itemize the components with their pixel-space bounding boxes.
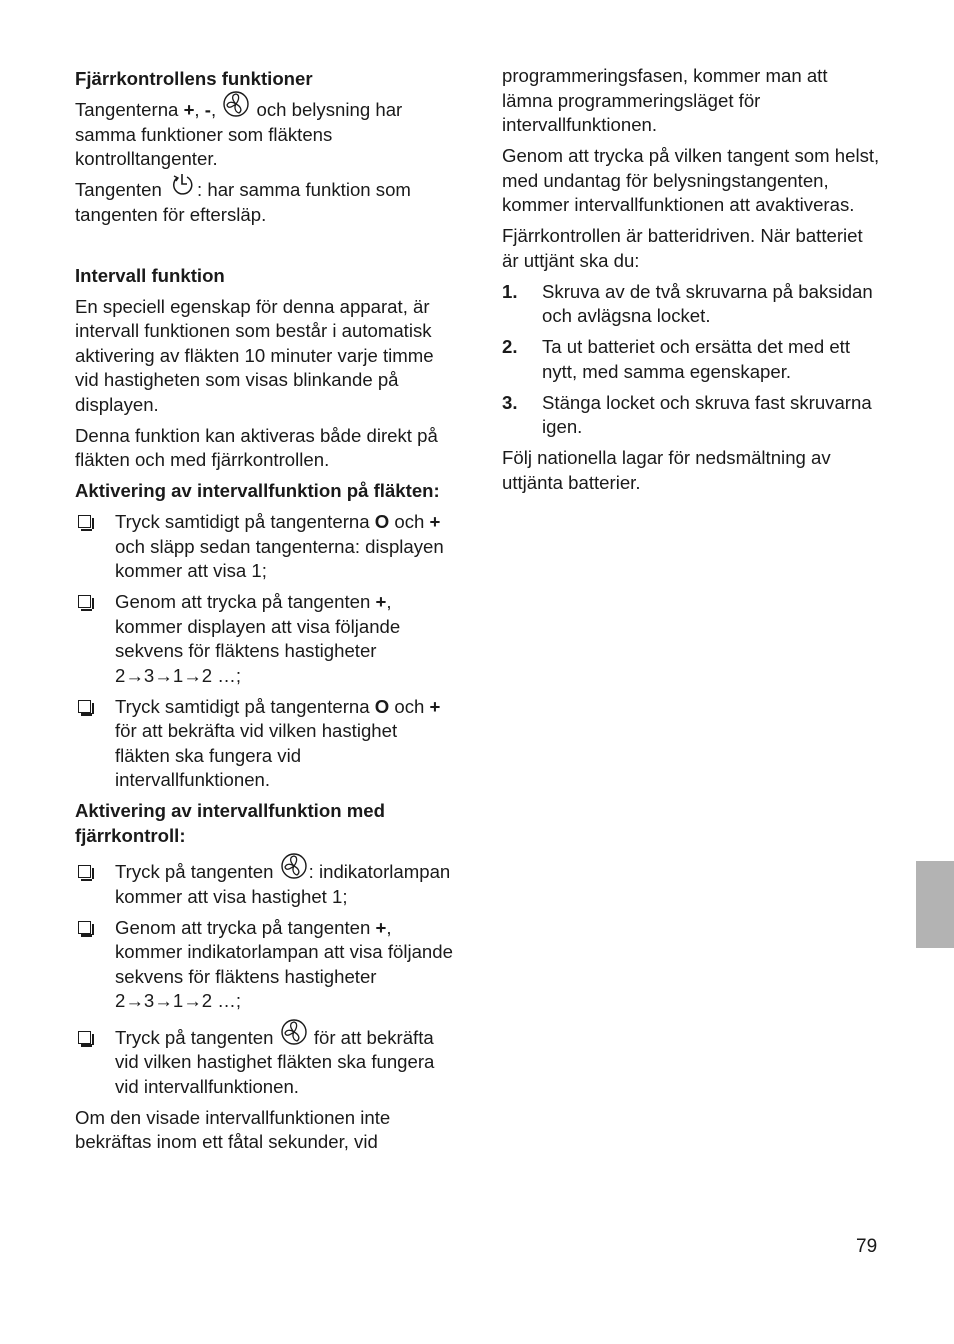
step-text: Skruva av de två skruvarna på baksidan och avlägsna locket. (542, 280, 873, 326)
paragraph-keys: Tangenterna +, -, och belysning har samma funktioner som fläktens kontrolltangenter. (75, 98, 455, 172)
heading-remote-functions: Fjärrkontrollens funktioner (75, 68, 313, 89)
list-item: Tryck samtidigt på tangenterna O och + för att bekräfta vid vilken hastighet fläkten ska fungera vid intervallfunktionen. (75, 695, 455, 793)
fan-icon (280, 852, 308, 880)
paragraph-interval-desc: En speciell egenskap för denna apparat, är intervall funktionen som består i automatisk aktivering av fläkten 10 minuter varje timme vid hastigheten som visas blinkande på displayen. (75, 295, 434, 415)
page-number: 79 (856, 1236, 878, 1257)
paragraph-disposal: Följ nationella lagar för nedsmältning av uttjänta batterier. (502, 447, 831, 493)
checkbox-bullet-icon (78, 595, 91, 608)
list-item: Genom att trycka på tangenten +, kommer indikatorlampan att visa följande sekvens för fläktens hastigheter 2→3→1→2 …; (75, 916, 455, 1014)
heading-activation-remote: Aktivering av intervallfunktion med fjärrkontroll: (75, 800, 385, 846)
checkbox-bullet-icon (78, 865, 91, 878)
paragraph-activation-modes: Denna funktion kan aktiveras både direkt på fläkten och med fjärrkontrollen. (75, 424, 438, 470)
paragraph-programming-phase: programmeringsfasen, kommer man att lämna programmeringsläget för intervallfunktionen. (502, 65, 828, 135)
checkbox-bullet-icon (78, 515, 91, 528)
list-item: Genom att trycka på tangenten +, kommer displayen att visa följande sekvens för fläktens hastigheter 2→3→1→2 …; (75, 590, 455, 688)
right-column (502, 64, 882, 502)
paragraph-timer-key: Tangenten : har samma funktion som tangenten för eftersläp. (75, 178, 455, 227)
step-number: 1. (502, 280, 518, 302)
spacer (75, 234, 455, 264)
fan-icon (280, 1018, 308, 1046)
heading-interval-function: Intervall funktion (75, 264, 225, 286)
checkbox-bullet-icon (78, 1031, 91, 1044)
heading-activation-on-hood: Aktivering av intervallfunktion på fläkten: (75, 480, 440, 501)
list-item: Tryck på tangenten för att bekräfta vid vilken hastighet fläkten ska fungera vid intervallfunktionen. (75, 1026, 455, 1100)
list-item: Tryck samtidigt på tangenterna O och + och släpp sedan tangenterna: displayen kommer att visa 1; (75, 510, 455, 584)
paragraph-unconfirmed: Om den visade intervallfunktionen inte bekräftas inom ett fåtal sekunder, vid (75, 1106, 391, 1152)
left-column (75, 67, 455, 1161)
list-item (502, 391, 882, 440)
step-number: 3. (502, 391, 518, 413)
checkbox-bullet-icon (78, 921, 91, 934)
step-text: Stänga locket och skruva fast skruvarna igen. (542, 391, 872, 437)
paragraph-battery: Fjärrkontrollen är batteridriven. När batteriet är uttjänt ska du: (502, 225, 863, 271)
timer-icon (168, 170, 196, 198)
paragraph-deactivation: Genom att trycka på vilken tangent som helst, med undantag för belysningstangenten, kommer intervallfunktionen att avaktiveras. (502, 145, 880, 215)
side-tab-marker (916, 861, 954, 948)
step-text: Ta ut batteriet och ersätta det med ett nytt, med samma egenskaper. (542, 336, 851, 382)
checkbox-bullet-icon (78, 700, 91, 713)
list-item: Tryck på tangenten : indikatorlampan kommer att visa hastighet 1; (75, 860, 455, 909)
step-number: 2. (502, 336, 518, 357)
fan-icon (222, 90, 250, 118)
list-item (502, 335, 882, 384)
list-item (502, 280, 882, 329)
